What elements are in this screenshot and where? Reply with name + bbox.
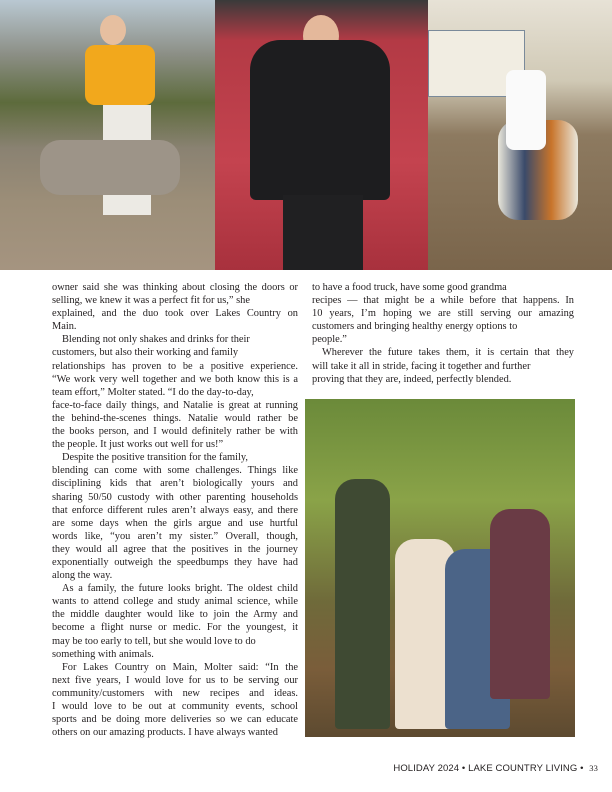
text-line: people.” — [312, 334, 347, 346]
text-line: the people. It just works out well for us!” — [52, 439, 224, 451]
text-line: owner said she was thinking about closing the doors or — [52, 282, 298, 293]
text-line: team effort,” Molter stated. “I do the day-to-day, — [52, 386, 254, 398]
page-number: 33 — [589, 763, 598, 773]
text-line: “We work very well together and we both know this is a — [52, 373, 298, 385]
paragraph — [52, 281, 298, 333]
page-footer — [393, 763, 598, 774]
text-line: blending can come with some challenges. Things like — [52, 465, 298, 477]
text-line: I would love to be out at community events, school — [52, 701, 298, 712]
paragraph — [52, 451, 298, 582]
separator: • — [461, 763, 466, 774]
text-line: explained, and the duo took over Lakes Country on — [52, 308, 298, 320]
text-line: sharing 50/50 custody with other parenting households — [52, 491, 298, 503]
text-line: customers and bringing healthy energy options to — [312, 321, 518, 333]
paragraph — [52, 582, 298, 661]
family-in-woods-photo — [305, 399, 575, 737]
text-line: will take it all in stride, facing it together and further — [312, 360, 531, 372]
text-line: to have a food truck, have some good grandma — [312, 282, 507, 293]
text-line: proving that they are, indeed, perfectly blended. — [312, 373, 512, 385]
issue-label: HOLIDAY 2024 — [393, 763, 460, 774]
girl-with-goat-photo — [0, 0, 215, 270]
paragraph — [52, 661, 298, 740]
text-line: For Lakes Country on Main, Molter said: “In the — [62, 661, 298, 673]
text-line: are some days when the girls argue and use hurtful — [52, 517, 298, 529]
text-line: along the way. — [52, 570, 113, 582]
text-line: next five years, I would love for us to be serving our — [52, 674, 298, 686]
text-line: 10 years, I’m hoping we are still serving our amazing — [312, 308, 574, 320]
child-with-goat-at-fair-photo — [428, 0, 612, 270]
text-line: relationships has proven to be a positive experience. — [52, 360, 298, 372]
separator: • — [580, 763, 584, 774]
text-line: community/customers with new recipes and ideas. — [52, 687, 298, 699]
girl-flexing-with-medal-photo — [215, 0, 428, 270]
text-line: something with animals. — [52, 648, 154, 660]
text-line: recipes — that might be a while before that happens. In — [312, 295, 574, 307]
text-line: face-to-face daily things, and Natalie is great at running — [52, 399, 298, 411]
text-line: As a family, the future looks bright. The oldest child — [62, 583, 298, 595]
text-line: Blending not only shakes and drinks for their — [62, 334, 250, 346]
text-line: exponentially outweigh the speedbumps they have had — [52, 556, 298, 568]
text-line: they would all agree that the positives in the journey — [52, 543, 298, 555]
text-line: Wherever the future takes them, it is certain that they — [322, 347, 574, 359]
text-line: customers, but also their working and family — [52, 347, 239, 359]
paragraph — [312, 281, 574, 346]
publication-name: LAKE COUNTRY LIVING — [468, 763, 578, 774]
paragraph — [52, 333, 298, 451]
text-line: sports and be doing more deliveries so we can educate — [52, 714, 298, 726]
text-line: wants to attend college and study animal science, while — [52, 596, 298, 608]
paragraph — [312, 346, 574, 385]
text-line: selling, we knew it was a perfect fit for us,” she — [52, 295, 250, 307]
text-line: the behind-the-scenes things. Natalie would rather be — [52, 412, 298, 424]
article-column-2 — [312, 281, 574, 386]
text-line: become a flight nurse or medic. For the youngest, it — [52, 622, 298, 634]
text-line: that enforce different rules aren’t always easy, and there — [52, 504, 298, 516]
text-line: Main. — [52, 321, 77, 333]
text-line: Despite the positive transition for the family, — [62, 452, 249, 464]
text-line: the middle daughter would like to join the Army and — [52, 609, 298, 621]
text-line: disciplining kids that aren’t biologically yours and — [52, 478, 298, 490]
article-column-1 — [52, 281, 298, 739]
text-line: may be too early to tell, but she would love to do — [52, 635, 256, 647]
text-line: others on our amazing products. I have always wanted — [52, 727, 278, 739]
text-line: the books person, and I would definitely rather be with — [52, 426, 298, 438]
text-line: words like, “you aren’t my sister.” Overall, though, — [52, 530, 298, 542]
